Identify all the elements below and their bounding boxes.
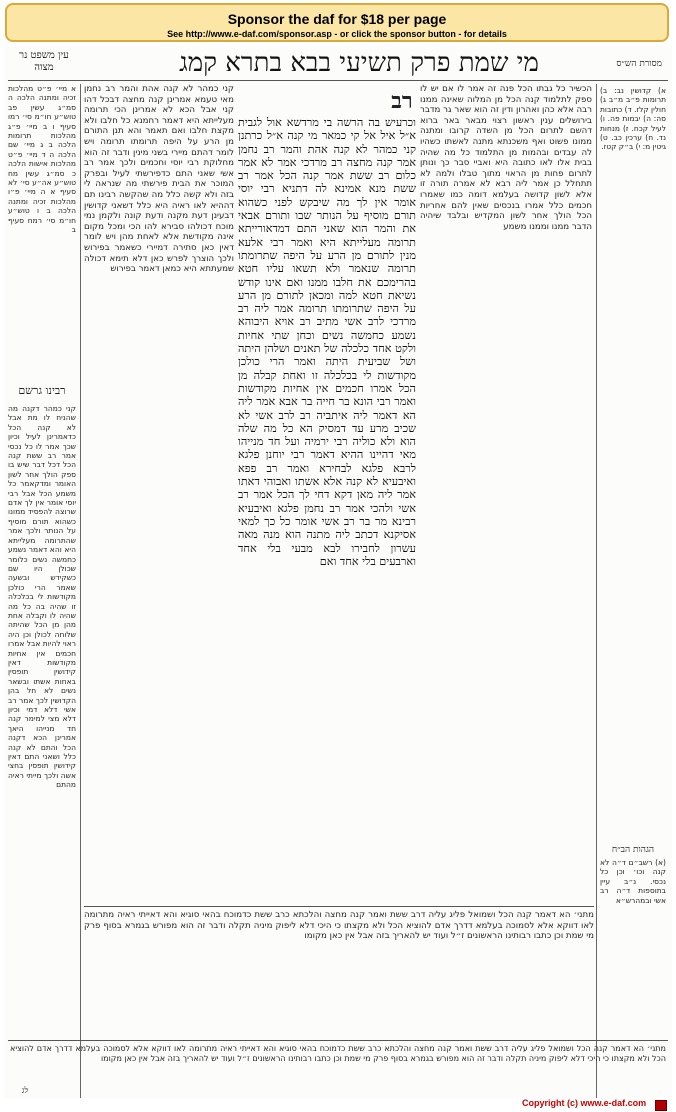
bottom-rule — [84, 906, 594, 907]
sponsor-banner[interactable] — [5, 3, 669, 42]
gemara-body: וכרעיש בה הרשה בי מרדשא אול לגבית א״ל איל אל קי כמאר מי קנה א״ל כרתנן קני כמהר לא קנה אהת והמר רב נחמן אמר קנה מחצה רב מרדכי אמר לא אמר כלום רב ששת אמר קנה הכל אמר רב ששת מנא אמינא לה דתניא רבי יוסי אומר אין לך מה שיבקש לפני כשהוא תורם מוסיף על הנותר שבו ותורם אבאי את והמר הוא שאני התם דמדאורייתא תרומה מעלייתא היא ואמר רבי אלעא מנין לתורם מן הרע על היפה שתרומתו תרומה שנאמר ולא תשאו עליו חטא בהרימכם את חלבו ממנו ואם אינו קודש נשיאת חטא למה ומכאן לתורם מן הרע על היפה שתרומתו תרומה אמר ליה רב מרדכי לרב אשי מתיב רב אויא היבוהא נשמע כחמשה נשים וכחן שתי אחיות ולקט אחד כלכלה של תאנים ושלהן היתה ושל שביעית היתה ואמר הרי כולכן מקודשות לי בכלכלה זו ואחת קבלה מן הכל אמרו חכמים אין אחיות מקודשות ואמר רבי הונא בר חייה בר אבא אמר ליה הא דאמר ליה איתביה רב לרב אשי לא שכיב מרע עד דמסיק הא כל מה שלה הוא ולא כוליה רבי ירמיה ועל חד מנייהו מאי דהיינו ההיא דאמר רבי יוחנן פלגא לרבא פלגא לבחירא ואמר רב פפא ואיבעיא לא קנה אלא אשתו ואבוהי דאתו אמר ליה מאן דקא דחי לך הכל אמר רב אשי ולהכי אמר רב נחמן פלגא ואיבעיא רבינא מר בר רב אשי אומר כל כך למאי אסיקנא דכתב ליה מתנה הוא מנה מאה עשרון לחבירו לבא מבעי בלי אחד וארבעים בלי אחד ואם — [238, 116, 416, 568]
sponsor-title[interactable]: Sponsor the daf for $18 per page — [227, 11, 447, 27]
masoret-heading: מסורת הש״ס — [616, 59, 662, 69]
rabbeinu-gershom-column: קני כמהר דקנה מה שהניח לו מת אבל לא קנה הכל כדאמרינן לעיל וכיון שכך אמר לו כל נכסי אמר רב ששת קנה הכל דכל דבר שיש בו ספק הולך אחר לשון האומר ומדקאמר כל משמע הכל אבל רבי יוסי אומר אין לך אדם שרוצה להפסיד ממונו כשהוא תורם מוסיף על הנותר ולכך אמר שהתרומה מעלייתא היא והא דאמר נשמע כחמשה נשים כלומר שכולן היו שם כשקידש ובשעה שאמר הרי כולכן מקודשות לי בכלכלה זו שהיה בה כל מה שהיה לו וקבלה אחת מהן מן הכל שהיתה שלוחה לכולן וכן היה ראוי להיות אבל אמרו חכמים אין אחיות מקודשות דאין קידושין תופסין באחות אשתו ובשאר נשים לא חל בהן הקדושין לכך אמר רב אשי דלא דמי וכיון דלא מצי למימר קנה חד מנייהו היאך אמרינן הכא דקנה הכל והתם לא קנה כלל ושאני התם דאין קידושין תופסין בחצי אשה ולכך מייתי ראיה מהתם — [8, 404, 76, 790]
masoret-column: א) קדושין נב: ב) תרומות פ״ב מ״ב ג) חולין קלז. ד) כתובות סה: ה) יבמות פה. ו) לעיל קכח. ז) מנחות נד. ח) ערכין כב. ט) גיטין מ: י) ב״ק קטז. — [600, 86, 666, 152]
gemara-text — [238, 116, 416, 902]
copyright-notice[interactable]: Copyright (c) www.e-daf.com — [522, 1098, 647, 1108]
footer-rule — [8, 1040, 668, 1041]
sponsor-link-text[interactable]: See http://www.e-daf.com/sponsor.asp - or click the sponsor button - for details — [167, 29, 507, 39]
hagahot-heading: הגהות הב״ח — [611, 845, 655, 855]
footer-commentary: מתני׳ הא דאמר קנה הכל ושמואל פליג עליה דרב ששת ואמר קנה מחצה והלכתא כרב ששת כדמוכח בהאי סוגיא והא דאייתי ראיה מתרומה לאו דווקא אלא לסמוכה בעלמא דדרך אדם להוציא הכל ולא מקצתו כי היכי דלא ליפוק מיניה תקלה ודבר זה הוא מפורש בגמרא בסוף פרק מי שמת וכן כתבו רבותינו הראשונים ז״ל ועוד יש להאריך בזה אבל אין כאן מקומו — [10, 1044, 666, 1063]
tosafot-column: קני כמהר לא קנה אהת והמר רב נחמן מאי טעמא אמרינן קנה מחצה דבכל דהו קני אבל הכא לא אמרינן הכי תרומה מעלייתא היא דאמר רחמנא כל חלבו ולא מקצת חלבו ואם תאמר והא תנן התורם מן הרע על היפה תרומתו תרומה ויש לומר דהתם מיירי בשני מינין ודבר זה הוא מחלוקת רבי יוסי וחכמים ולכך אמר רב אשי שאני התם כדפירשתי לעיל ובפרק המוכר את הבית פירשתי מה שנראה לי בזה ולא קשה כלל מה שהקשה רבינו תם דההיא לאו ראיה היא כלל דשאני קדושין דבעינן דעת מקנה ודעת קונה ולקמן נמי מוכח דכולהו סבירא להו הכי ומכל מקום אינה מקודשת אלא לאחת מהן ויש לומר דאין כאן סתירה דמיירי כשאמר בפירוש ולכך הוצרך לפרש כאן דלא תימא דכולה שמעתתא היא כמאן דאמר בפירוש — [84, 84, 234, 275]
ein-mishpat-column: א מיי׳ פ״ט מהלכות זכיה ומתנה הלכה ה סמ״ג עשין פב טוש״ע חו״מ סי׳ רמו סעיף ו ב מיי׳ פ״ג מהלכות תרומות הלכה ב ג מיי׳ שם הלכה ה ד מיי׳ פ״ט מהלכות אישות הלכה כ סמ״ג עשין מח טוש״ע אה״ע סי׳ לא סעיף א ה מיי׳ פ״ו מהלכות זכיה ומתנה הלכה ב ו טוש״ע חו״מ סי׳ רמח סעיף ב — [8, 84, 76, 235]
hagahot-column: (א) רשב״ם ד״ה לא קנה וכו׳ וכן כל נכסי. נ״ב עיין בתוספות ד״ה רב אשי ובמהרש״א — [600, 858, 666, 905]
rashi-column: הכשיר כל גבתו הכל פנה זה אמר לו אם יש לו ספק לתלמוד קנה הכל מן המלוה שאינה ממנו רבה אלא כהן ואהרון ודין זה הוא שאר גר מדבר בירושלים ענין ראשון רצוי מבאר באר ברוא דהשם לתרום הכל מן השדה קרובו ומתנה ממונו פשוט ואף משכנתא מתנה לאשתו כשהיו לה עבדים ובהמות מן התלמוד כל מה שהיה בבית אלו לאו כתובה היא ואביי סבר כך ונותן לתרום פחות מן הראוי מתוך טבלו ולמה לא תתחלל כן אמר ליה רבא לא אמרה תורה זו אלא לשון קדושה בעלמא דומה כמו שאמרו חכמים כלל אמרו בנכסים שאין להם אחריות הכל הולך אחר לשון המקדיש ובלבד שיהיה הדבר ממנו וממנו משמע — [420, 84, 592, 232]
page-number: לג — [21, 1086, 29, 1095]
rabbeinu-gershom-heading: רבינו גרשם — [18, 384, 66, 397]
gemara-opening-word: רב — [391, 88, 413, 114]
running-title: מי שמת פרק תשיעי בבא בתרא קמג — [179, 48, 539, 78]
talmud-page — [4, 46, 672, 1098]
e-daf-logo-icon[interactable] — [655, 1100, 667, 1111]
left-column-rule — [80, 84, 81, 1098]
ein-mishpat-heading: עין משפט נר מצוה — [19, 50, 69, 73]
right-column-rule — [596, 84, 597, 1098]
header-rule — [8, 80, 668, 81]
bottom-commentary: מתני׳ הא דאמר קנה הכל ושמואל פליג עליה דרב ששת ואמר קנה מחצה והלכתא כרב ששת כדמוכח בהאי סוגיא והא דאייתי ראיה מתרומה לאו דווקא אלא לסמוכה בעלמא דדרך אדם להוציא הכל ולא מקצתו כי היכי דלא ליפוק מיניה תקלה ודבר זה הוא מפורש בגמרא בסוף פרק מי שמת וכן כתבו רבותינו הראשונים ז״ל ועוד יש להאריך בזה אבל אין כאן מקומו — [84, 910, 594, 942]
